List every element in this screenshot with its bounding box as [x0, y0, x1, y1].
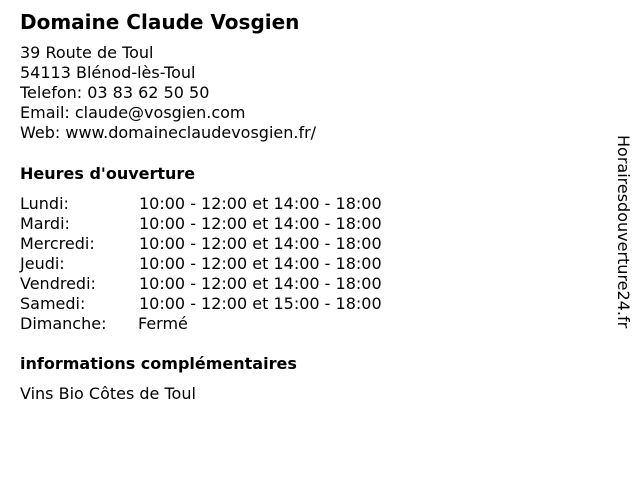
contact-block: [20, 43, 316, 143]
time-value: 10:00 - 12:00 et 14:00 - 18:00: [139, 274, 382, 293]
time-value: 10:00 - 12:00 et 14:00 - 18:00: [139, 194, 382, 213]
additional-info-heading: informations complémentaires: [20, 354, 297, 373]
day-label: Lundi:: [20, 194, 69, 213]
email-address: Email: claude@vosgien.com: [20, 103, 246, 122]
time-value: 10:00 - 12:00 et 14:00 - 18:00: [139, 214, 382, 233]
time-value: 10:00 - 12:00 et 14:00 - 18:00: [139, 234, 382, 253]
time-value: Fermé: [138, 314, 188, 333]
day-label: Vendredi:: [20, 274, 96, 293]
additional-info-text: Vins Bio Côtes de Toul: [20, 384, 196, 403]
time-value: 10:00 - 12:00 et 14:00 - 18:00: [139, 254, 382, 273]
address-street: 39 Route de Toul: [20, 43, 154, 62]
phone-number: Telefon: 03 83 62 50 50: [20, 83, 210, 102]
day-label: Mercredi:: [20, 234, 95, 253]
source-watermark: Horairesdouverture24.fr: [614, 135, 633, 329]
day-label: Dimanche:: [20, 314, 107, 333]
day-label: Samedi:: [20, 294, 86, 313]
website: Web: www.domaineclaudevosgien.fr/: [20, 123, 317, 142]
day-label: Jeudi:: [20, 254, 65, 273]
day-label: Mardi:: [20, 214, 70, 233]
time-value: 10:00 - 12:00 et 15:00 - 18:00: [139, 294, 382, 313]
opening-hours-heading: Heures d'ouverture: [20, 164, 196, 183]
business-name: Domaine Claude Vosgien: [20, 10, 300, 34]
address-city: 54113 Blénod-lès-Toul: [20, 63, 196, 82]
